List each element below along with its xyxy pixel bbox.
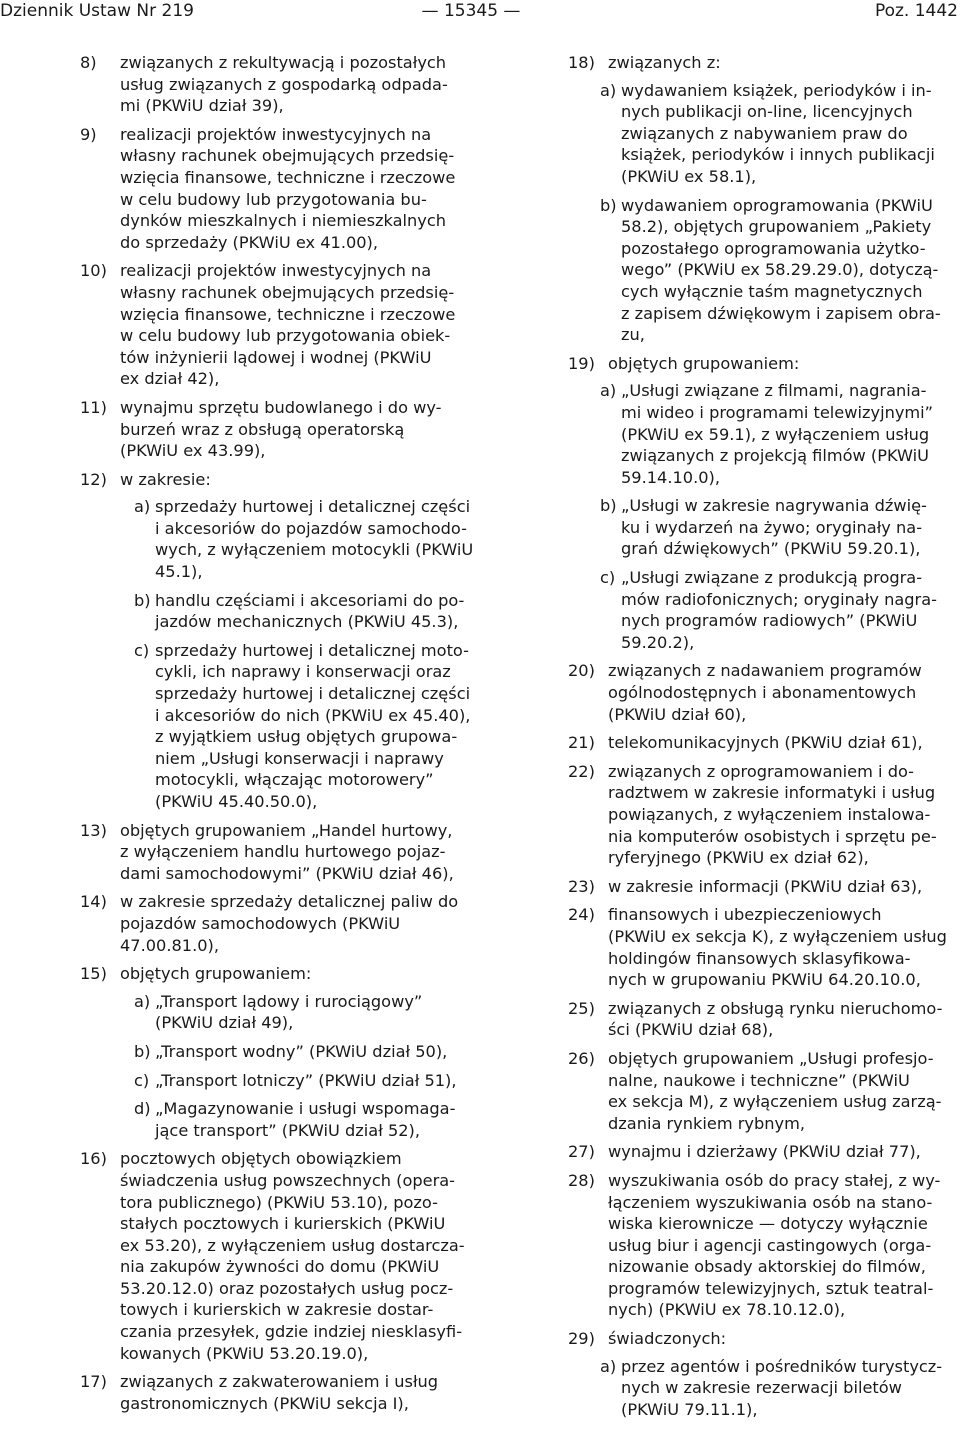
- list-item: [80, 820, 478, 885]
- sub-item-letter: a): [600, 80, 617, 100]
- item-text: związanych z zakwaterowaniem i usług gastronomicznych (PKWiU sekcja I),: [120, 1372, 439, 1413]
- item-text: wynajmu sprzętu budowlanego i do wy- burzeń wraz z obsługą operatorską (PKWiU ex 43.99),: [120, 397, 442, 461]
- item-text: związanych z:: [608, 53, 721, 72]
- sub-item-letter: a): [600, 1356, 617, 1376]
- item-number: 23): [568, 876, 595, 896]
- item-number: 8): [80, 53, 97, 72]
- item-text: objętych grupowaniem:: [608, 353, 800, 373]
- item-text: realizacji projektów inwestycyjnych na własny rachunek obejmujących przedsię- wzięcia finansowe, techniczne i rzeczowe w celu budowy lub przygotowania obiek- tów inżynierii lądowej i wodnej (PKWiU ex dział 42),: [120, 261, 456, 389]
- list-item: [568, 876, 958, 898]
- list-item: [80, 260, 478, 390]
- list-item: [80, 1371, 478, 1414]
- sub-list: [134, 496, 478, 812]
- list-item: [568, 1170, 958, 1321]
- item-text: realizacji projektów inwestycyjnych na własny rachunek obejmujących przedsię- wzięcia finansowe, techniczne i rzeczowe w celu budowy lub przygotowania bu- dynków mieszkalnych i niemieszkalnych do sprzedaży (PKWiU ex 41.00),: [120, 124, 456, 252]
- sub-list: [600, 80, 958, 346]
- sub-list: [600, 1356, 958, 1421]
- sub-item: [600, 195, 958, 346]
- list-item: [568, 732, 958, 754]
- list-item: [568, 52, 958, 346]
- page-header: [0, 0, 960, 22]
- list-item: [80, 891, 478, 956]
- sub-item: [134, 590, 478, 633]
- list-item: [80, 397, 478, 462]
- sub-item: [134, 1070, 478, 1092]
- item-number: 28): [568, 1170, 595, 1190]
- list-item: [568, 1328, 958, 1420]
- item-number: 29): [568, 1329, 595, 1349]
- sub-item: [134, 640, 478, 813]
- item-number: 19): [568, 353, 595, 373]
- list-item: [80, 963, 478, 1141]
- item-number: 17): [80, 1372, 107, 1392]
- position-number: Poz. 1442: [874, 1, 958, 21]
- sub-item-text: sprzedaży hurtowej i detalicznej części i akcesoriów do pojazdów samochodo- wych, z wyłączeniem motocykli (PKWiU 45.1),: [155, 497, 474, 582]
- item-text: związanych z rekultywacją i pozostałych usług związanych z gospodarką odpada- mi (PKWiU dział 39),: [120, 53, 448, 116]
- item-text: wyszukiwania osób do pracy stałej, z wy- łączeniem wyszukiwania osób na stano- wiska kierownicze — dotyczy wyłącznie usług biur i agencji castingowych (orga- nizowanie obsady aktorskiej do filmów, programów telewizyjnych, sztuk teatral- nych) (PKWiU ex 78.10.12.0),: [608, 1170, 941, 1320]
- item-text: w zakresie informacji (PKWiU dział 63),: [608, 876, 923, 896]
- list-item: [568, 998, 958, 1041]
- item-number: 25): [568, 998, 595, 1018]
- item-number: 15): [80, 964, 107, 984]
- page-number: — 15345 —: [421, 1, 521, 21]
- left-column: [80, 52, 478, 1421]
- sub-item-text: „Transport wodny” (PKWiU dział 50),: [155, 1041, 448, 1061]
- item-number: 27): [568, 1142, 595, 1162]
- sub-item-letter: d): [134, 1099, 151, 1119]
- sub-item-text: „Transport lotniczy” (PKWiU dział 51),: [155, 1070, 457, 1090]
- list-item: [568, 761, 958, 869]
- list-item: [568, 1141, 958, 1163]
- item-text: związanych z obsługą rynku nieruchomo- ści (PKWiU dział 68),: [608, 998, 943, 1040]
- item-number: 14): [80, 892, 107, 912]
- list-item: [568, 660, 958, 725]
- item-text: finansowych i ubezpieczeniowych (PKWiU ex sekcja K), z wyłączeniem usług holdingów finansowych sklasyfikowa- nych w grupowaniu PKWiU 64.20.10.0,: [608, 905, 947, 990]
- sub-item-text: „Usługi związane z filmami, nagrania- mi wideo i programami telewizyjnymi” (PKWiU ex 59.1), z wyłączeniem usług związanych z projekcją filmów (PKWiU 59.14.10.0),: [621, 381, 934, 487]
- sub-item-text: „Transport lądowy i rurociągowy” (PKWiU dział 49),: [155, 991, 423, 1033]
- sub-item-text: sprzedaży hurtowej i detalicznej moto- cykli, ich naprawy i konserwacji oraz sprzedaży hurtowej i detalicznej części i akcesoriów do nich (PKWiU ex 45.40), z wyjątkiem usług objętych grupowa- niem „Usługi konserwacji i naprawy motocykli, włączając motorowery” (PKWiU 45.40.50.0),: [155, 640, 471, 811]
- item-number: 10): [80, 261, 107, 281]
- sub-item-letter: b): [134, 590, 151, 610]
- item-text: objętych grupowaniem „Handel hurtowy, z wyłączeniem handlu hurtowego pojaz- dami samochodowymi” (PKWiU dział 46),: [120, 820, 454, 883]
- item-number: 26): [568, 1048, 595, 1068]
- sub-item-text: „Magazynowanie i usługi wspomaga- jące transport” (PKWiU dział 52),: [155, 1099, 456, 1140]
- sub-item-letter: c): [134, 1070, 150, 1090]
- list-item: [568, 904, 958, 990]
- item-number: 16): [80, 1149, 107, 1169]
- item-text: związanych z nadawaniem programów ogólnodostępnych i abonamentowych (PKWiU dział 60),: [608, 661, 922, 724]
- list-item: [568, 1048, 958, 1134]
- item-number: 13): [80, 820, 107, 840]
- list-item: [80, 1148, 478, 1364]
- sub-item: [134, 1098, 478, 1141]
- item-number: 9): [80, 124, 97, 144]
- item-text: objętych grupowaniem „Usługi profesjo- nalne, naukowe i techniczne” (PKWiU ex sekcja M), z wyłączeniem usług zarzą- dzania rynkiem rybnym,: [608, 1048, 942, 1133]
- sub-item-letter: a): [134, 497, 151, 517]
- list-item: [80, 469, 478, 813]
- sub-item: [600, 80, 958, 188]
- sub-item: [600, 567, 958, 653]
- sub-item: [134, 496, 478, 582]
- item-number: 12): [80, 469, 107, 489]
- item-text: związanych z oprogramowaniem i do- radztwem w zakresie informatyki i usług powiązanych, z wyłączeniem instalowa- nia komputerów osobistych i sprzętu pe- ryferyjnego (PKWiU ex dział 62),: [608, 761, 937, 868]
- right-column: [568, 52, 958, 1427]
- item-text: wynajmu i dzierżawy (PKWiU dział 77),: [608, 1142, 921, 1162]
- item-number: 11): [80, 397, 107, 417]
- sub-item-letter: c): [134, 640, 150, 660]
- sub-item: [134, 991, 478, 1034]
- sub-list: [600, 380, 958, 653]
- sub-item: [600, 1356, 958, 1421]
- sub-item-text: przez agentów i pośredników turystycz- nych w zakresie rezerwacji biletów (PKWiU 79.11.1),: [621, 1356, 943, 1419]
- sub-item-letter: c): [600, 568, 616, 588]
- sub-item-text: wydawaniem oprogramowania (PKWiU 58.2), objętych grupowaniem „Pakiety pozostałego oprogramowania użytko- wego” (PKWiU ex 58.29.29.0), dotyczą- cych wyłącznie taśm magnetycznych z zapisem dźwiękowym i zapisem obra- zu,: [621, 195, 941, 345]
- item-number: 21): [568, 733, 595, 753]
- list-item: [80, 124, 478, 254]
- item-text: świadczonych:: [608, 1329, 727, 1349]
- item-text: w zakresie sprzedaży detalicznej paliw do pojazdów samochodowych (PKWiU 47.00.81.0),: [120, 892, 459, 955]
- list-item: [568, 353, 958, 654]
- journal-title: Dziennik Ustaw Nr 219: [0, 1, 194, 21]
- item-number: 20): [568, 661, 595, 681]
- item-number: 22): [568, 761, 595, 781]
- sub-item-letter: b): [600, 496, 617, 516]
- sub-item-text: wydawaniem książek, periodyków i in- nych publikacji on-line, licencyjnych związanych z nabywaniem praw do książek, periodyków i innych publikacji (PKWiU ex 58.1),: [621, 80, 935, 186]
- sub-item-text: handlu częściami i akcesoriami do po- jazdów mechanicznych (PKWiU 45.3),: [155, 590, 465, 632]
- item-text: telekomunikacyjnych (PKWiU dział 61),: [608, 733, 923, 753]
- item-text: w zakresie:: [120, 469, 211, 489]
- sub-item-letter: a): [600, 381, 617, 401]
- item-number: 18): [568, 53, 595, 72]
- sub-item-text: „Usługi w zakresie nagrywania dźwię- ku i wydarzeń na żywo; oryginały na- grań dźwiękowych” (PKWiU 59.20.1),: [621, 496, 927, 559]
- list-item: [80, 52, 478, 117]
- sub-item: [134, 1041, 478, 1063]
- sub-item: [600, 495, 958, 560]
- item-text: objętych grupowaniem:: [120, 964, 312, 984]
- sub-item-text: „Usługi związane z produkcją progra- mów radiofonicznych; oryginały nagra- nych programów radiowych” (PKWiU 59.20.2),: [621, 568, 937, 652]
- sub-item-letter: b): [600, 195, 617, 215]
- item-text: pocztowych objętych obowiązkiem świadczenia usług powszechnych (opera- tora publicznego) (PKWiU 53.10), pozo- stałych pocztowych i kurierskich (PKWiU ex 53.20), z wyłączeniem usług dostarcza- nia zakupów żywności do domu (PKWiU 53.20.12.0) oraz pozostałych usług pocz- towych i kurierskich w zakresie dostar- czania przesyłek, gdzie indziej niesklasyfi- kowanych (PKWiU 53.20.19.0),: [120, 1149, 465, 1363]
- sub-item-letter: b): [134, 1041, 151, 1061]
- item-number: 24): [568, 905, 595, 925]
- sub-item: [600, 380, 958, 488]
- sub-list: [134, 991, 478, 1142]
- sub-item-letter: a): [134, 991, 151, 1011]
